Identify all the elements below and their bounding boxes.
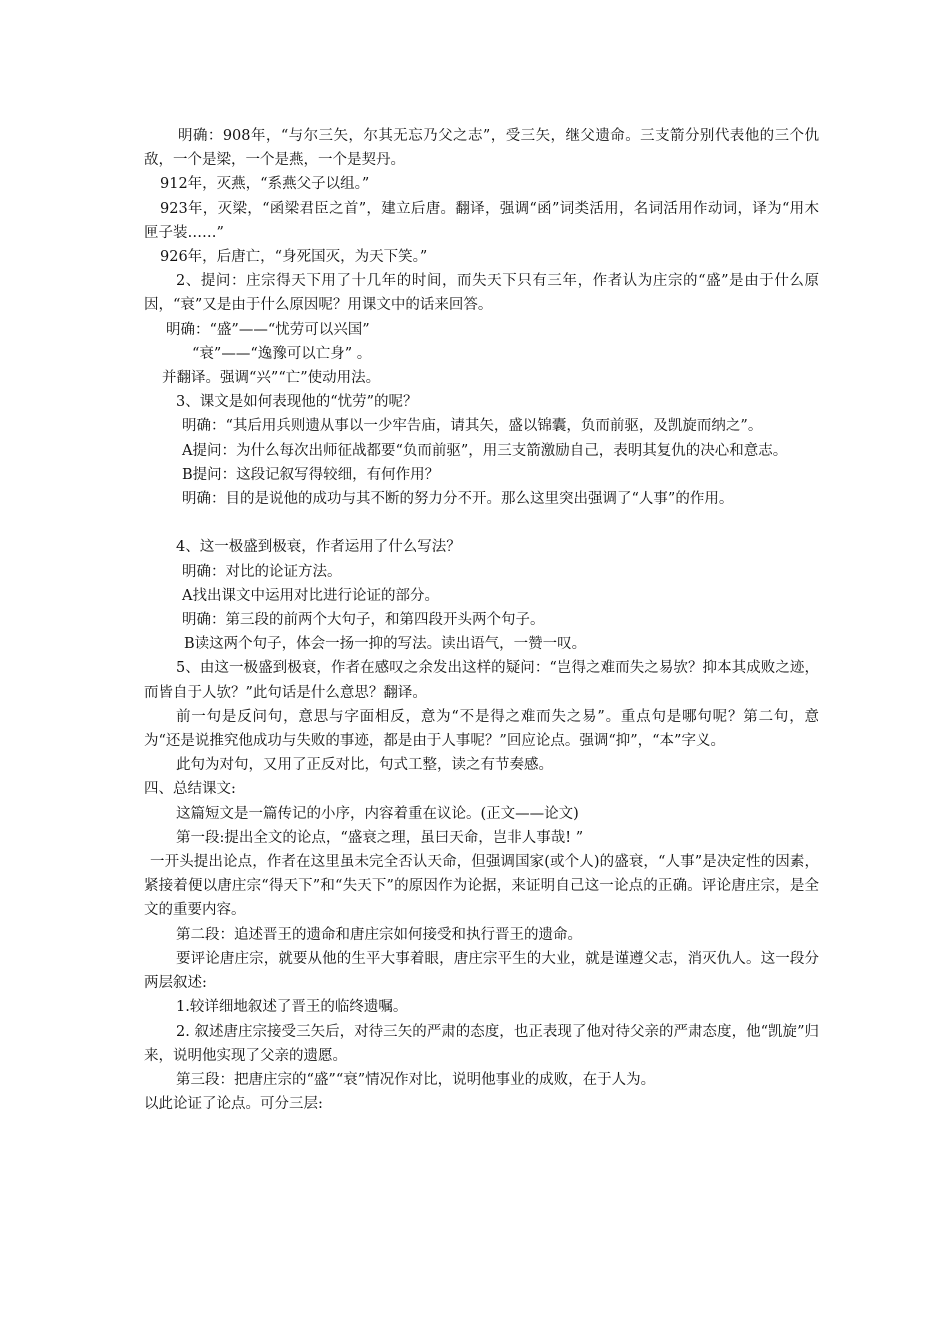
paragraph: 以此论证了论点。可分三层: [144, 1096, 323, 1113]
paragraph: 912年，灭燕，“系燕父子以组。” [160, 176, 370, 193]
paragraph: 5、由这一极盛到极衰，作者在感叹之余发出这样的疑问：“岂得之难而失之易欤？抑本其成败之迹，而皆自于人欤？”此句话是什么意思？翻译。 [144, 660, 819, 701]
paragraph: 一开头提出论点，作者在这里虽未完全否认天命，但强调国家(或个人)的盛衰，“人事”是决定性的因素，紧接着便以唐庄宗“得天下”和“失天下”的原因作为论据，来证明自己这一论点的正确。评论唐庄宗，是全文的重要内容。 [144, 854, 819, 919]
paragraph: 明确：“其后用兵则遗从事以一少牢告庙，请其矢，盛以锦囊，负而前驱，及凯旋而纳之”。 [182, 418, 763, 435]
document-body [144, 124, 819, 1116]
paragraph: 明确：对比的论证方法。 [182, 563, 342, 580]
paragraph: B读这两个句子，体会一扬一抑的写法。读出语气，一赞一叹。 [184, 636, 587, 653]
paragraph: 1.较详细地叙述了晋王的临终遗嘱。 [176, 999, 408, 1016]
paragraph: B提问：这段记叙写得较细，有何作用？ [182, 466, 440, 483]
paragraph: 四、总结课文: [144, 781, 236, 798]
paragraph: A找出课文中运用对比进行论证的部分。 [182, 587, 439, 604]
paragraph: 明确：目的是说他的成功与其不断的努力分不开。那么这里突出强调了“人事”的作用。 [182, 491, 734, 508]
paragraph: 明确：第三段的前两个大句子，和第四段开头两个句子。 [182, 612, 545, 629]
paragraph: 前一句是反问句，意思与字面相反，意为“不是得之难而失之易”。重点句是哪句呢？第二句，意为“还是说推究他成功与失败的事迹，都是由于人事呢？”回应论点。强调“抑”，“本”字义。 [144, 708, 819, 750]
paragraph: 并翻译。强调“兴”“亡”使动用法。 [162, 370, 381, 387]
paragraph: A提问：为什么每次出师征战都要“负而前驱”，用三支箭激励自己，表明其复仇的决心和意志。 [182, 442, 788, 459]
paragraph: 这篇短文是一篇传记的小序，内容着重在议论。(正文——论文) [176, 805, 579, 822]
paragraph: 第三段：把唐庄宗的“盛”“衰”情况作对比，说明他事业的成败，在于人为。 [176, 1071, 656, 1088]
paragraph: 2、提问：庄宗得天下用了十几年的时间，而失天下只有三年，作者认为庄宗的“盛”是由于什么原因，“衰”又是由于什么原因呢？用课文中的话来回答。 [144, 273, 819, 314]
paragraph: 明确：908年，“与尔三矢，尔其无忘乃父之志”，受三矢，继父遗命。三支箭分别代表他的三个仇敌，一个是梁，一个是燕，一个是契丹。 [144, 128, 819, 169]
paragraph: 要评论唐庄宗，就要从他的生平大事着眼，唐庄宗平生的大业，就是谨遵父志，消灭仇人。这一段分两层叙述: [144, 950, 819, 992]
paragraph: 2. 叙述唐庄宗接受三矢后，对待三矢的严肃的态度，也正表现了他对待父亲的严肃态度，他“凯旋”归来，说明他实现了父亲的遗愿。 [144, 1023, 819, 1064]
paragraph: 3、课文是如何表现他的“忧劳”的呢？ [176, 394, 418, 411]
paragraph: 此句为对句，又用了正反对比，句式工整，读之有节奏感。 [176, 757, 553, 774]
paragraph: “衰”——“逸豫可以亡身” 。 [192, 345, 372, 362]
paragraph: 明确：“盛”——“忧劳可以兴国” [166, 321, 370, 338]
blank-line [144, 511, 819, 535]
paragraph: 923年，灭梁，“函梁君臣之首”，建立后唐。翻译，强调“函”词类活用，名词活用作动词，译为“用木匣子装……” [144, 200, 819, 241]
paragraph: 第二段：追述晋王的遗命和唐庄宗如何接受和执行晋王的遗命。 [176, 926, 582, 943]
paragraph: 926年，后唐亡，“身死国灭，为天下笑。” [160, 249, 428, 266]
paragraph: 第一段:提出全文的论点，“盛衰之理，虽曰天命，岂非人事哉! ” [176, 829, 584, 846]
paragraph: 4、这一极盛到极衰，作者运用了什么写法？ [176, 539, 461, 556]
